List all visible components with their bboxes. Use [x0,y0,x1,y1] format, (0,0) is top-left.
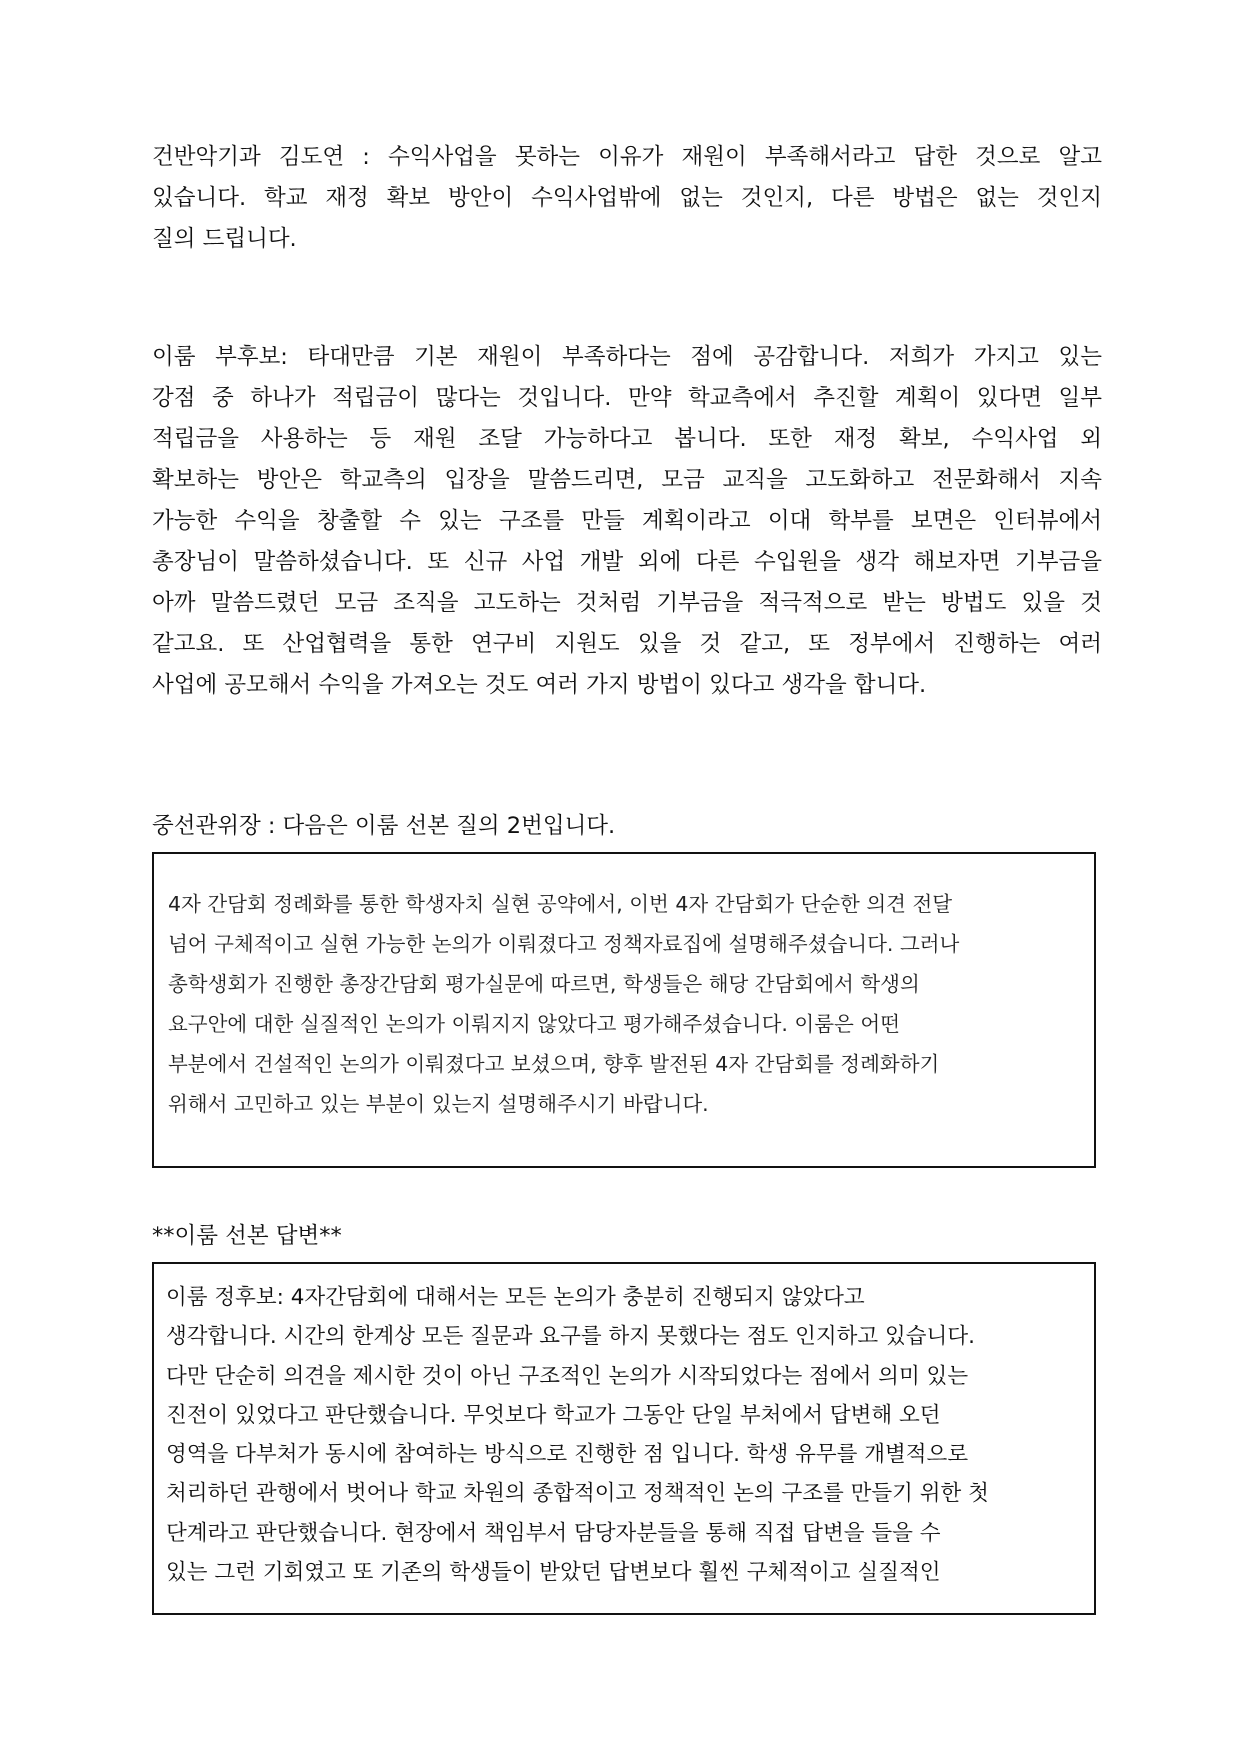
text-line: 같고요. 또 산업협력을 통한 연구비 지원도 있을 것 같고, 또 정부에서 진행하는 여러 [152,631,1102,657]
text-line: 강점 중 하나가 적립금이 많다는 것입니다. 만약 학교측에서 추진할 계획이 있다면 일부 [152,385,1102,411]
text-line: 단계라고 판단했습니다. 현장에서 책임부서 담당자분들을 통해 직접 답변을 들을 수 [166,1520,941,1546]
text-line: 요구안에 대한 실질적인 논의가 이뤄지지 않았다고 평가해주셨습니다. 이룸은 어떤 [168,1012,900,1036]
text-line: 총장님이 말씀하셨습니다. 또 신규 사업 개발 외에 다른 수입원을 생각 해보자면 기부금을 [152,549,1102,575]
text-line: 가능한 수익을 창출할 수 있는 구조를 만들 계획이라고 이대 학부를 보면은 인터뷰에서 [152,508,1102,534]
question-box [152,852,1096,1168]
text-line: 확보하는 방안은 학교측의 입장을 말씀드리면, 모금 교직을 고도화하고 전문화해서 지속 [152,467,1102,493]
text-line: 건반악기과 김도연 : 수익사업을 못하는 이유가 재원이 부족해서라고 답한 것으로 알고 [152,144,1102,170]
text-line: 이룸 부후보: 타대만큼 기본 재원이 부족하다는 점에 공감합니다. 저희가 가지고 있는 [152,344,1102,370]
chair-announcement: 중선관위장 : 다음은 이룸 선본 질의 2번입니다. [152,813,616,839]
text-line: 총학생회가 진행한 총장간담회 평가실문에 따르면, 학생들은 해당 간담회에서 학생의 [168,972,920,996]
text-line: 질의 드립니다. [152,226,297,252]
answer-box [152,1262,1096,1615]
paragraph-question-kim [152,137,1102,260]
text-line: 적립금을 사용하는 등 재원 조달 가능하다고 봅니다. 또한 재정 확보, 수익사업 외 [152,426,1102,452]
text-line: 진전이 있었다고 판단했습니다. 무엇보다 학교가 그동안 단일 부처에서 답변해 오던 [166,1402,941,1428]
text-line: 아까 말씀드렸던 모금 조직을 고도하는 것처럼 기부금을 적극적으로 받는 방법도 있을 것 [152,590,1102,616]
text-line: 다만 단순히 의견을 제시한 것이 아닌 구조적인 논의가 시작되었다는 점에서 의미 있는 [166,1363,969,1389]
paragraph-answer-vice-candidate [152,337,1102,706]
text-line: 영역을 다부처가 동시에 참여하는 방식으로 진행한 점 입니다. 학생 유무를 개별적으로 [166,1442,969,1468]
text-line: 이룸 정후보: 4자간담회에 대해서는 모든 논의가 충분히 진행되지 않았다고 [166,1285,865,1310]
text-line: 처리하던 관행에서 벗어나 학교 차원의 종합적이고 정책적인 논의 구조를 만들기 위한 첫 [166,1481,989,1507]
text-line: 부분에서 건설적인 논의가 이뤄졌다고 보셨으며, 향후 발전된 4자 간담회를 정례화하기 [168,1052,940,1076]
text-line: 있습니다. 학교 재정 확보 방안이 수익사업밖에 없는 것인지, 다른 방법은 없는 것인지 [152,185,1102,211]
text-line: 생각합니다. 시간의 한계상 모든 질문과 요구를 하지 못했다는 점도 인지하고 있습니다. [166,1324,975,1350]
text-line: 사업에 공모해서 수익을 가져오는 것도 여러 가지 방법이 있다고 생각을 합니다. [152,672,927,698]
text-line: 4자 간담회 정례화를 통한 학생자치 실현 공약에서, 이번 4자 간담회가 단순한 의견 전달 [168,892,953,916]
text-line: 있는 그런 기회였고 또 기존의 학생들이 받았던 답변보다 훨씬 구체적이고 실질적인 [166,1560,941,1586]
text-line: 위해서 고민하고 있는 부분이 있는지 설명해주시기 바랍니다. [168,1092,709,1116]
answer-heading: **이룸 선본 답변** [152,1223,342,1249]
text-line: 넘어 구체적이고 실현 가능한 논의가 이뤄졌다고 정책자료집에 설명해주셨습니다. 그러나 [168,932,960,956]
